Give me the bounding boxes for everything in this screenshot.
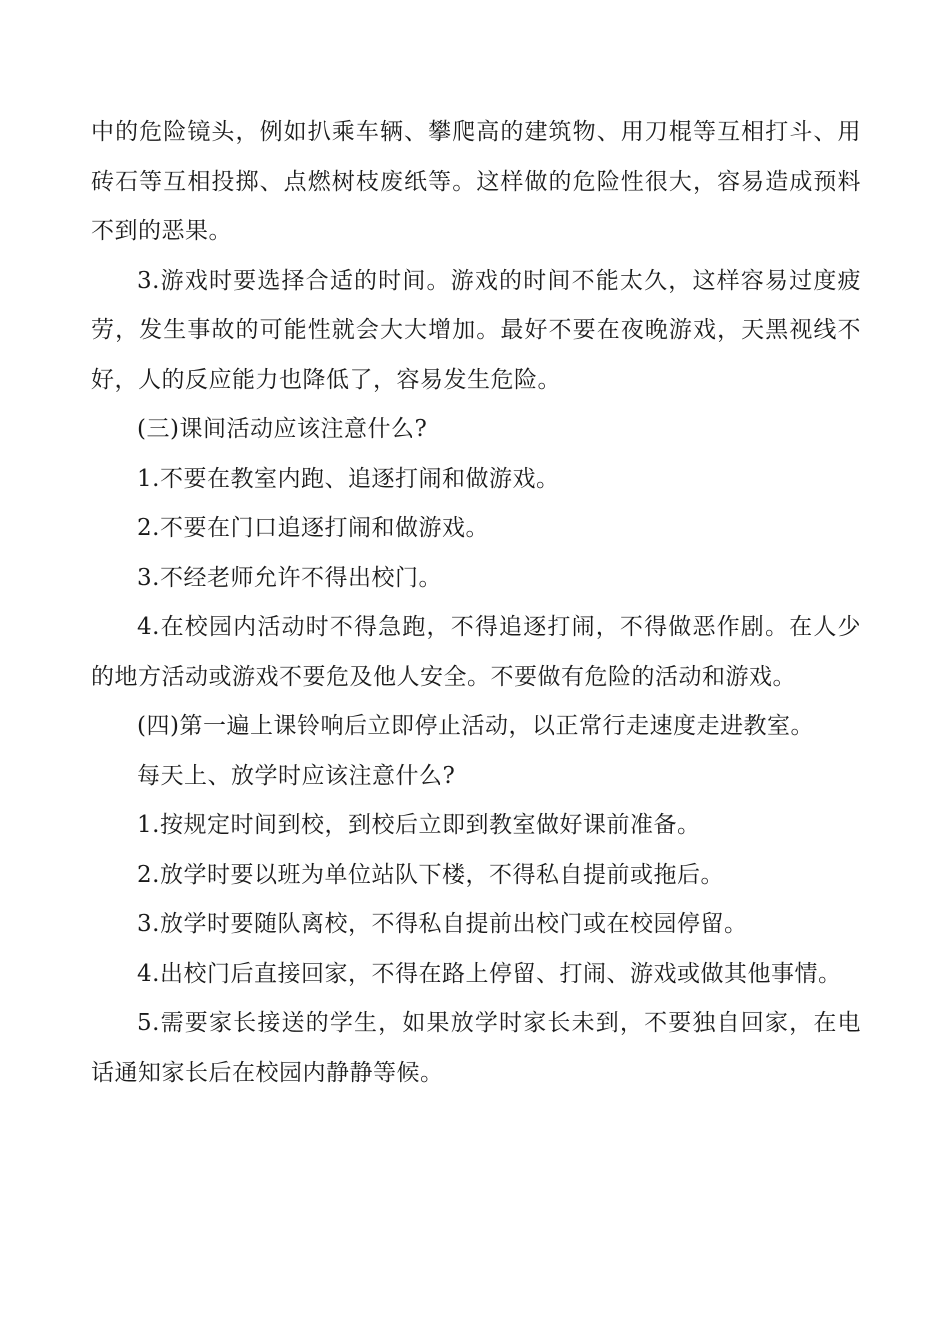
list-item: 1.按规定时间到校，到校后立即到教室做好课前准备。	[137, 812, 701, 838]
section-heading-recess: (三)课间活动应该注意什么?	[137, 416, 428, 442]
list-item: 4.在校园内活动时不得急跑，不得追逐打闹，不得做恶作剧。在人少的地方活动或游戏不要危及他人安全。不要做有危险的活动和游戏。	[91, 614, 861, 690]
list-item: 3.不经老师允许不得出校门。	[137, 564, 442, 591]
paragraph-game-time: 3.游戏时要选择合适的时间。游戏的时间不能太久，这样容易过度疲劳，发生事故的可能性就会大大增加。最好不要在夜晚游戏，天黑视线不好，人的反应能力也降低了，容易发生危险。	[91, 267, 861, 393]
paragraph-continuation: 中的危险镜头，例如扒乘车辆、攀爬高的建筑物、用刀棍等互相打斗、用砖石等互相投掷、点燃树枝废纸等。这样做的危险性很大，容易造成预料不到的恶果。	[91, 119, 861, 244]
list-item: 5.需要家长接送的学生，如果放学时家长未到，不要独自回家，在电话通知家长后在校园内静静等候。	[91, 1010, 861, 1086]
list-item: 2.放学时要以班为单位站队下楼，不得私自提前或拖后。	[137, 861, 724, 888]
document-body	[91, 108, 861, 1098]
list-item: 4.出校门后直接回家，不得在路上停留、打闹、游戏或做其他事情。	[137, 960, 842, 987]
list-item: 2.不要在门口追逐打闹和做游戏。	[137, 515, 489, 541]
section-heading-bell: (四)第一遍上课铃响后立即停止活动，以正常行走速度走进教室。	[137, 713, 814, 739]
list-item: 3.放学时要随队离校，不得私自提前出校门或在校园停留。	[137, 911, 748, 937]
section-heading-school-commute: 每天上、放学时应该注意什么?	[137, 762, 456, 789]
list-item: 1.不要在教室内跑、追逐打闹和做游戏。	[137, 465, 560, 492]
